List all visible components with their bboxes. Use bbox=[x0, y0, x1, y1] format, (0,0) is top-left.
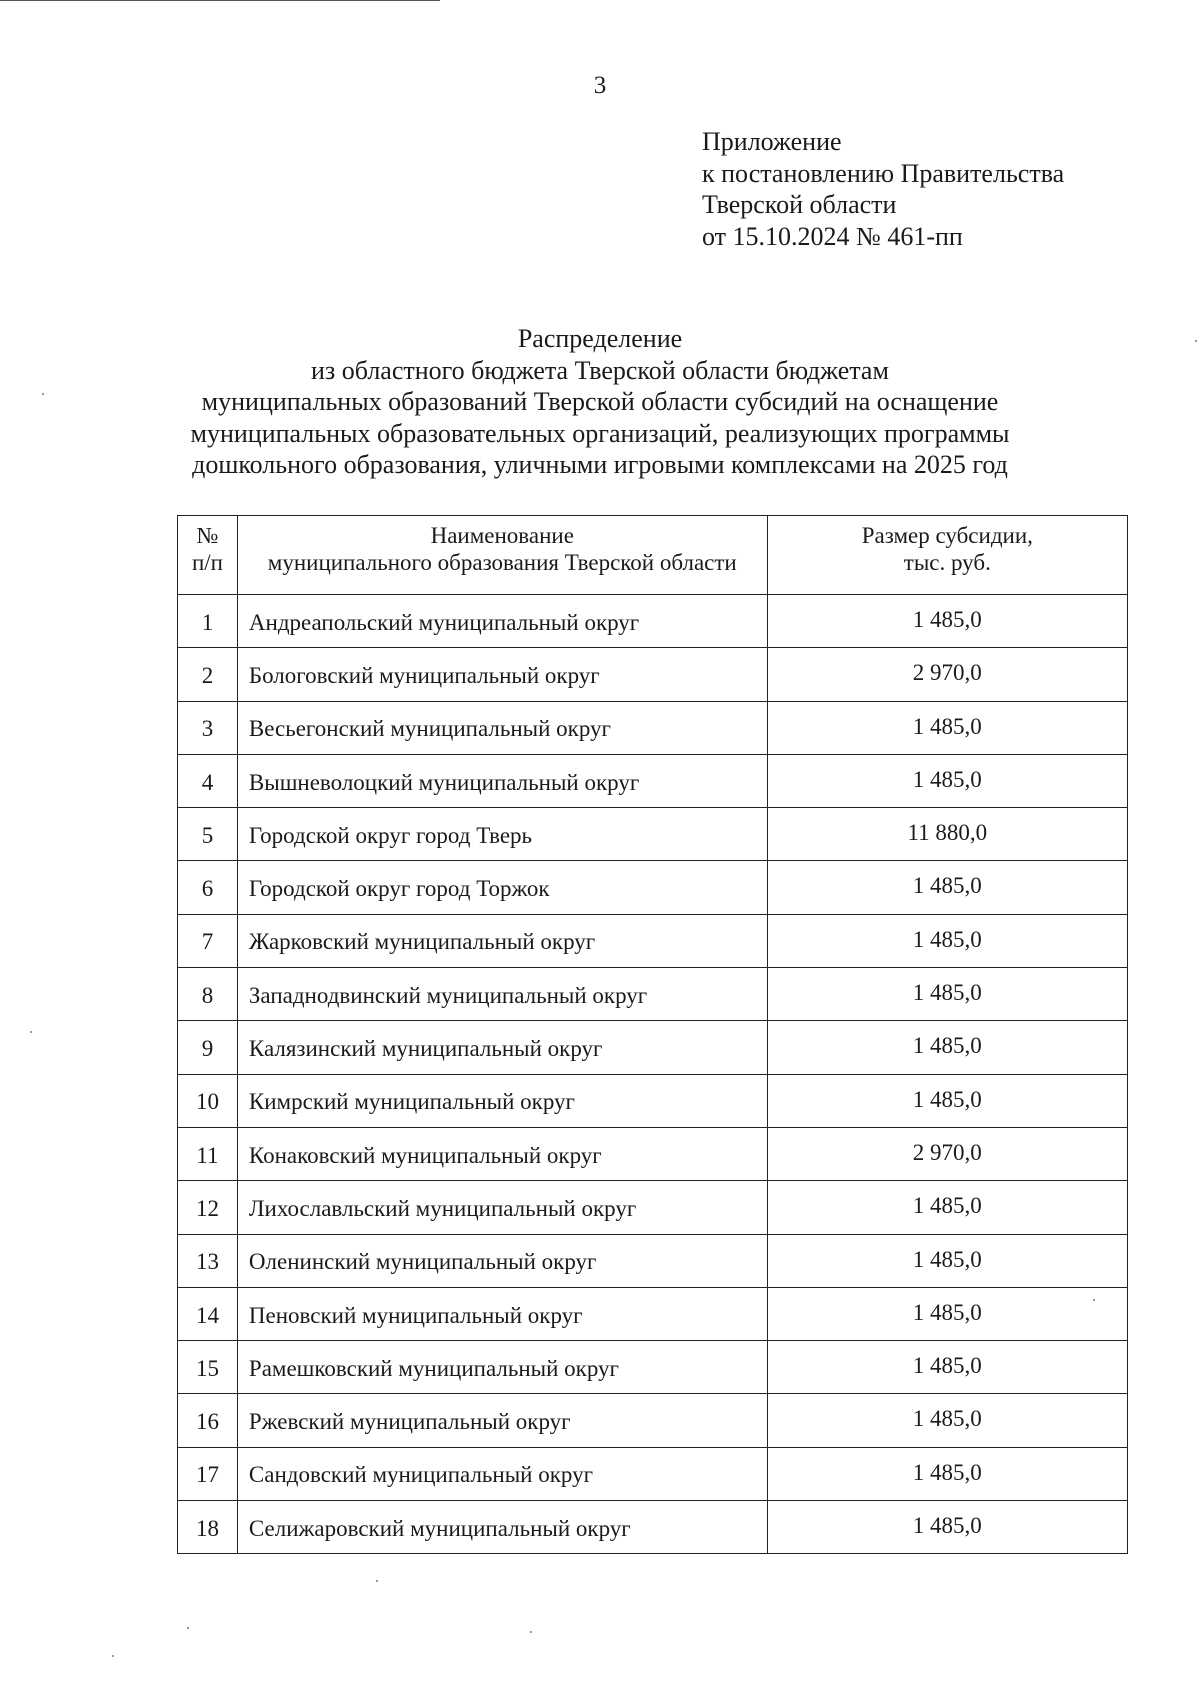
subsidy-amount: 2 970,0 bbox=[767, 648, 1127, 701]
scan-edge-line bbox=[0, 0, 440, 1]
page-number: 3 bbox=[593, 72, 607, 99]
subsidy-amount: 1 485,0 bbox=[767, 914, 1127, 967]
title-line: муниципальных образований Тверской области субсидий на оснащение bbox=[201, 387, 999, 417]
row-number: 8 bbox=[178, 968, 238, 1021]
appendix-block bbox=[702, 126, 1064, 252]
municipality-name: Западнодвинский муниципальный округ bbox=[237, 968, 767, 1021]
header-name bbox=[237, 516, 767, 595]
subsidy-amount: 1 485,0 bbox=[767, 754, 1127, 807]
scan-speck bbox=[1093, 1299, 1095, 1301]
municipality-name: Пеновский муниципальный округ bbox=[237, 1287, 767, 1340]
table-row bbox=[178, 1021, 1128, 1074]
header-amount-line2: тыс. руб. bbox=[903, 550, 991, 575]
header-name-line1: Наименование bbox=[430, 523, 574, 548]
table-row bbox=[178, 914, 1128, 967]
row-number: 3 bbox=[178, 701, 238, 754]
municipality-name: Ржевский муниципальный округ bbox=[237, 1394, 767, 1447]
municipality-name: Оленинский муниципальный округ bbox=[237, 1234, 767, 1287]
municipality-name: Кимрский муниципальный округ bbox=[237, 1074, 767, 1127]
municipality-name: Андреапольский муниципальный округ bbox=[237, 595, 767, 648]
subsidy-amount: 11 880,0 bbox=[767, 808, 1127, 861]
row-number: 10 bbox=[178, 1074, 238, 1127]
header-amount-line1: Размер субсидии, bbox=[861, 523, 1033, 548]
subsidy-amount: 1 485,0 bbox=[767, 1394, 1127, 1447]
document-title bbox=[0, 323, 1200, 481]
table-row bbox=[178, 754, 1128, 807]
row-number: 13 bbox=[178, 1234, 238, 1287]
table-header-row bbox=[178, 516, 1128, 595]
table-row bbox=[178, 861, 1128, 914]
subsidy-amount: 1 485,0 bbox=[767, 1501, 1127, 1554]
row-number: 6 bbox=[178, 861, 238, 914]
appendix-line: Приложение bbox=[702, 127, 842, 156]
subsidy-amount: 2 970,0 bbox=[767, 1127, 1127, 1180]
subsidy-amount: 1 485,0 bbox=[767, 1287, 1127, 1340]
appendix-line: к постановлению Правительства bbox=[702, 158, 1065, 188]
row-number: 17 bbox=[178, 1447, 238, 1500]
table-row bbox=[178, 1234, 1128, 1287]
title-line: муниципальных образовательных организаций, реализующих программы bbox=[190, 418, 1010, 448]
subsidy-amount: 1 485,0 bbox=[767, 1021, 1127, 1074]
title-line: дошкольного образования, уличными игровыми комплексами на 2025 год bbox=[192, 450, 1008, 480]
row-number: 1 bbox=[178, 595, 238, 648]
table-row bbox=[178, 648, 1128, 701]
table-row bbox=[178, 808, 1128, 861]
row-number: 15 bbox=[178, 1341, 238, 1394]
subsidy-amount: 1 485,0 bbox=[767, 1074, 1127, 1127]
subsidy-amount: 1 485,0 bbox=[767, 701, 1127, 754]
row-number: 5 bbox=[178, 808, 238, 861]
subsidy-amount: 1 485,0 bbox=[767, 1447, 1127, 1500]
table-row bbox=[178, 1287, 1128, 1340]
row-number: 18 bbox=[178, 1501, 238, 1554]
table-row bbox=[178, 701, 1128, 754]
scan-speck bbox=[376, 1580, 378, 1582]
subsidy-amount: 1 485,0 bbox=[767, 1181, 1127, 1234]
municipality-name: Селижаровский муниципальный округ bbox=[237, 1501, 767, 1554]
row-number: 2 bbox=[178, 648, 238, 701]
subsidy-amount: 1 485,0 bbox=[767, 1341, 1127, 1394]
row-number: 9 bbox=[178, 1021, 238, 1074]
scan-speck bbox=[187, 1627, 189, 1629]
scan-speck bbox=[112, 1655, 114, 1657]
scan-speck bbox=[42, 393, 44, 395]
header-number-line2: п/п bbox=[191, 550, 223, 575]
row-number: 16 bbox=[178, 1394, 238, 1447]
municipality-name: Сандовский муниципальный округ bbox=[237, 1447, 767, 1500]
municipality-name: Городской округ город Тверь bbox=[237, 808, 767, 861]
header-number bbox=[178, 516, 238, 595]
municipality-name: Рамешковский муниципальный округ bbox=[237, 1341, 767, 1394]
table-body bbox=[178, 595, 1128, 1554]
title-line: из областного бюджета Тверской области бюджетам bbox=[311, 355, 889, 385]
row-number: 11 bbox=[178, 1127, 238, 1180]
table-row bbox=[178, 1447, 1128, 1500]
table-row bbox=[178, 968, 1128, 1021]
table-row bbox=[178, 1181, 1128, 1234]
subsidy-table bbox=[177, 515, 1128, 1554]
table-row bbox=[178, 1394, 1128, 1447]
subsidy-amount: 1 485,0 bbox=[767, 968, 1127, 1021]
municipality-name: Вышневолоцкий муниципальный округ bbox=[237, 754, 767, 807]
row-number: 14 bbox=[178, 1287, 238, 1340]
header-number-line1: № bbox=[196, 523, 219, 548]
table-row bbox=[178, 1341, 1128, 1394]
municipality-name: Городской округ город Торжок bbox=[237, 861, 767, 914]
row-number: 4 bbox=[178, 754, 238, 807]
row-number: 12 bbox=[178, 1181, 238, 1234]
title-line: Распределение bbox=[517, 324, 683, 353]
subsidy-amount: 1 485,0 bbox=[767, 861, 1127, 914]
header-name-line2: муниципального образования Тверской области bbox=[267, 550, 737, 575]
table-row bbox=[178, 1501, 1128, 1554]
table-row bbox=[178, 595, 1128, 648]
subsidy-amount: 1 485,0 bbox=[767, 1234, 1127, 1287]
table-row bbox=[178, 1127, 1128, 1180]
scan-speck bbox=[1195, 340, 1197, 342]
table-row bbox=[178, 1074, 1128, 1127]
appendix-line: Тверской области bbox=[702, 190, 897, 219]
municipality-name: Калязинский муниципальный округ bbox=[237, 1021, 767, 1074]
scan-speck bbox=[30, 1031, 32, 1033]
header-amount bbox=[767, 516, 1127, 595]
appendix-line: от 15.10.2024 № 461-пп bbox=[702, 221, 963, 251]
row-number: 7 bbox=[178, 914, 238, 967]
subsidy-amount: 1 485,0 bbox=[767, 595, 1127, 648]
municipality-name: Жарковский муниципальный округ bbox=[237, 914, 767, 967]
municipality-name: Лихославльский муниципальный округ bbox=[237, 1181, 767, 1234]
municipality-name: Весьегонский муниципальный округ bbox=[237, 701, 767, 754]
municipality-name: Бологовский муниципальный округ bbox=[237, 648, 767, 701]
municipality-name: Конаковский муниципальный округ bbox=[237, 1127, 767, 1180]
scan-speck bbox=[530, 1631, 532, 1633]
